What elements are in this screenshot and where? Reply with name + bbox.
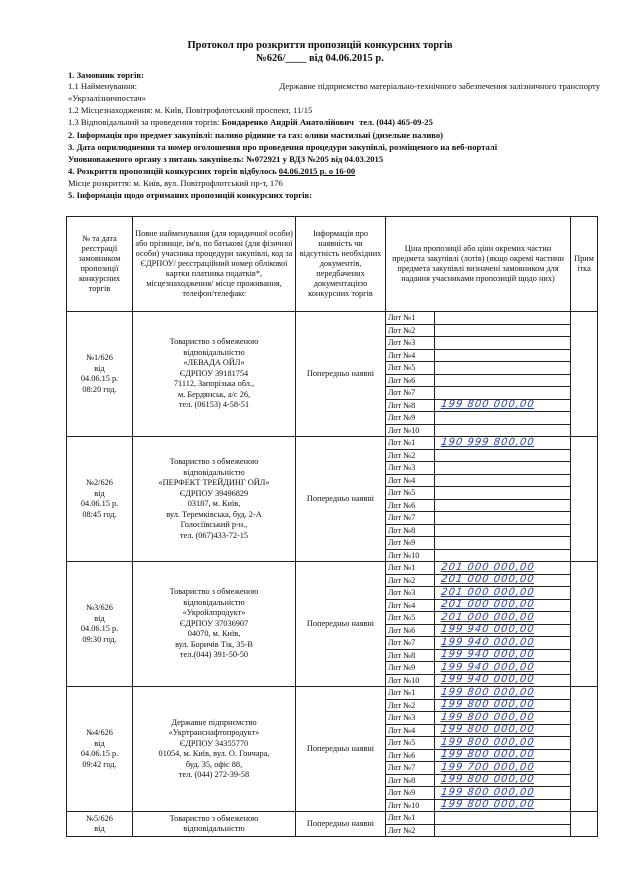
document-title: Протокол про розкриття пропозицій конкурсних торгів xyxy=(187,40,453,51)
lot-label: Лот №7 xyxy=(386,637,435,650)
lot-label: Лот №9 xyxy=(386,537,435,550)
registration-cell xyxy=(67,562,133,687)
handwritten-price: 199 800 000,00 xyxy=(440,749,536,761)
lot-price-cell xyxy=(435,762,571,775)
lot-price-cell xyxy=(435,524,571,537)
lot-price-cell xyxy=(435,474,571,487)
lot-label: Лот №10 xyxy=(386,424,435,437)
section2: 2. Інформація про предмет закупівлі: паливо рідинне та газ: оливи мастильні (дизельне паливо) xyxy=(68,130,444,140)
handwritten-price: 199 940 000,00 xyxy=(440,624,536,636)
bids-table xyxy=(66,216,598,837)
participant-line: вул. Теремківська, буд. 2-А xyxy=(166,509,262,519)
registration-cell xyxy=(67,437,133,562)
handwritten-price: 199 800 000,00 xyxy=(440,786,536,798)
handwritten-price: 199 800 000,00 xyxy=(440,711,536,723)
participant-cell xyxy=(133,687,296,812)
lot-label: Лот №4 xyxy=(386,599,435,612)
participant-line: 04070, м. Київ, xyxy=(187,629,241,639)
lot-label: Лот №8 xyxy=(386,649,435,662)
lot-price-cell xyxy=(435,599,571,612)
lot-price-cell xyxy=(435,674,571,687)
handwritten-price: 199 800 000,00 xyxy=(440,799,536,811)
registration-line: 08:45 год. xyxy=(82,509,117,519)
note-cell xyxy=(571,562,598,687)
lot-label: Лот №9 xyxy=(386,787,435,800)
note-cell xyxy=(571,812,598,837)
handwritten-price: 201 000 000,00 xyxy=(440,586,536,598)
opening-place: Місце розкриття: м. Київ, вул. Повітрофлотський пр-т, 176 xyxy=(68,178,283,188)
documents-cell: Попередньо наявні xyxy=(296,812,386,837)
participant-line: «ЛЕВАДА ОЙЛ» xyxy=(183,358,245,368)
lot-label: Лот №4 xyxy=(386,349,435,362)
lot-price-cell xyxy=(435,424,571,437)
registration-line: 04.06.15 р. xyxy=(80,499,119,508)
lot-label: Лот №7 xyxy=(386,762,435,775)
registration-line: від xyxy=(94,824,105,833)
participant-line: Товариство з обмеженою xyxy=(169,587,259,597)
lot-label: Лот №9 xyxy=(386,412,435,425)
lot-label: Лот №1 xyxy=(386,437,435,450)
handwritten-price: 199 800 000,00 xyxy=(440,686,536,698)
lot-label: Лот №2 xyxy=(386,449,435,462)
participant-line: відповідальністю xyxy=(183,824,245,833)
lot-label: Лот №2 xyxy=(386,824,435,837)
lot-price-cell xyxy=(435,462,571,475)
lot-price-cell xyxy=(435,537,571,550)
participant-line: ЄДРПОУ 34355770 xyxy=(179,738,249,748)
lot-price-cell xyxy=(435,774,571,787)
registration-line: від xyxy=(94,613,105,623)
lot-label: Лот №3 xyxy=(386,462,435,475)
registration-line: №3/626 xyxy=(86,603,113,612)
documents-cell: Попередньо наявні xyxy=(296,562,386,687)
name-value: Державне підприємство матеріально-технічного забезпечення залізничного транспорту xyxy=(279,81,600,91)
handwritten-price: 199 800 000,00 xyxy=(440,699,536,711)
handwritten-price: 199 940 000,00 xyxy=(440,674,536,686)
header-registration: № та дата реєстрації замовником пропозиції конкурсних торгів xyxy=(67,217,133,312)
documents-cell: Попередньо наявні xyxy=(296,437,386,562)
registration-line: №2/626 xyxy=(86,478,113,487)
lot-price-cell xyxy=(435,587,571,600)
participant-cell xyxy=(133,812,296,837)
lot-price-cell xyxy=(435,699,571,712)
name-value-cont: «Укрзалізничпостач» xyxy=(68,93,146,103)
handwritten-price: 199 800 000,00 xyxy=(440,774,536,786)
lot-label: Лот №6 xyxy=(386,624,435,637)
lot-price-cell xyxy=(435,637,571,650)
lot-label: Лот №3 xyxy=(386,337,435,350)
lot-price-cell xyxy=(435,574,571,587)
lot-price-cell xyxy=(435,449,571,462)
participant-line: буд. 35, офіс 88, xyxy=(185,759,243,769)
lot-label: Лот №3 xyxy=(386,712,435,725)
participant-line: відповідальністю xyxy=(183,347,245,357)
handwritten-price: 199 800 000,00 xyxy=(440,399,536,411)
handwritten-price: 199 940 000,00 xyxy=(440,636,536,648)
handwritten-price: 199 700 000,00 xyxy=(440,761,536,773)
lot-price-cell xyxy=(435,437,571,450)
lot-label: Лот №10 xyxy=(386,799,435,812)
participant-line: Державне підприємство xyxy=(171,717,257,727)
lot-label: Лот №5 xyxy=(386,487,435,500)
registration-cell xyxy=(67,812,133,837)
lot-label: Лот №1 xyxy=(386,562,435,575)
handwritten-price: 201 000 000,00 xyxy=(440,611,536,623)
lot-label: Лот №10 xyxy=(386,674,435,687)
lot-price-cell xyxy=(435,562,571,575)
participant-line: 71112, Запорізька обл., xyxy=(173,379,255,389)
participant-line: вул. Боричів Тік, 35-В xyxy=(175,639,253,649)
section3-line1: 3. Дата оприлюднення та номер оголошення про проведення процедури закупівлі, розміщеного на веб-порталі xyxy=(68,142,498,152)
registration-cell xyxy=(67,687,133,812)
registration-line: 09:30 год. xyxy=(82,634,117,644)
participant-line: «Укройлпродукт» xyxy=(182,608,246,618)
section4-value: 04.06.2015 р. о 16-00 xyxy=(278,166,356,176)
participant-line: тел. (06153) 4-58-51 xyxy=(178,400,250,410)
participant-cell xyxy=(133,312,296,437)
lot-price-cell xyxy=(435,799,571,812)
section4-line xyxy=(68,166,600,177)
lot-label: Лот №8 xyxy=(386,399,435,412)
lot-label: Лот №3 xyxy=(386,587,435,600)
note-cell xyxy=(571,312,598,437)
participant-line: Товариство з обмеженою xyxy=(169,337,259,347)
bids-table-body xyxy=(67,312,598,837)
participant-line: тел. (067)433-72-15 xyxy=(179,530,249,540)
registration-line: 04.06.15 р. xyxy=(80,624,119,633)
registration-line: 09:42 год. xyxy=(82,759,117,769)
section3-line2: Уповноваженого органу з питань закупівель: №072921 у ВДЗ №205 від 04.03.2015 xyxy=(68,154,384,164)
registration-line: №5/626 xyxy=(86,813,113,823)
lot-label: Лот №1 xyxy=(386,312,435,325)
participant-cell xyxy=(133,437,296,562)
participant-line: Товариство з обмеженою xyxy=(169,457,259,466)
table-row xyxy=(67,812,598,825)
participant-line: ЄДРПОУ 39496829 xyxy=(179,488,249,498)
lot-price-cell xyxy=(435,712,571,725)
participant-line: 03187, м. Київ, xyxy=(187,499,241,508)
responsible-line xyxy=(68,117,600,128)
note-cell xyxy=(571,687,598,812)
lot-label: Лот №6 xyxy=(386,374,435,387)
lot-price-cell xyxy=(435,512,571,525)
lot-price-cell xyxy=(435,349,571,362)
registration-line: 04.06.15 р. xyxy=(80,374,119,383)
lot-price-cell xyxy=(435,487,571,500)
registration-line: 08:20 год. xyxy=(82,384,117,394)
lot-price-cell xyxy=(435,312,571,325)
lot-label: Лот №5 xyxy=(386,737,435,750)
lot-label: Лот №6 xyxy=(386,499,435,512)
lot-price-cell xyxy=(435,387,571,400)
lot-price-cell xyxy=(435,687,571,700)
participant-line: 01054, м. Київ, вул. О. Гончара, xyxy=(158,749,270,758)
registration-line: №4/626 xyxy=(86,728,113,737)
responsible-value: Бондаренко Андрій Анатолійович xyxy=(221,117,355,127)
participant-line: відповідальністю xyxy=(183,597,245,607)
registration-line: 04.06.15 р. xyxy=(80,749,119,758)
lot-label: Лот №2 xyxy=(386,574,435,587)
lot-label: Лот №2 xyxy=(386,699,435,712)
lot-label: Лот №9 xyxy=(386,662,435,675)
registration-line: №1/626 xyxy=(86,353,113,362)
lot-price-cell xyxy=(435,624,571,637)
lot-price-cell xyxy=(435,649,571,662)
lot-label: Лот №8 xyxy=(386,774,435,787)
lot-price-cell xyxy=(435,412,571,425)
participant-cell xyxy=(133,562,296,687)
lot-price-cell xyxy=(435,749,571,762)
lot-price-cell xyxy=(435,737,571,750)
participant-line: тел. (044) 272-39-58 xyxy=(178,770,250,779)
handwritten-price: 199 940 000,00 xyxy=(440,649,536,661)
lot-label: Лот №7 xyxy=(386,512,435,525)
handwritten-price: 199 940 000,00 xyxy=(440,661,536,673)
lot-label: Лот №8 xyxy=(386,524,435,537)
lot-price-cell xyxy=(435,324,571,337)
section4-label: 4. Розкриття пропозицій конкурсних торгів відбулось xyxy=(68,166,277,176)
name-label: 1.1 Найменування: xyxy=(68,81,137,91)
section1-name-line xyxy=(68,81,600,92)
participant-line: відповідальністю xyxy=(183,467,245,477)
lot-label: Лот №7 xyxy=(386,387,435,400)
lot-price-cell xyxy=(435,374,571,387)
lot-price-cell xyxy=(435,549,571,562)
participant-line: ЄДРПОУ 39181754 xyxy=(179,368,249,378)
registration-line: від xyxy=(94,363,105,373)
lot-price-cell xyxy=(435,399,571,412)
header-note: Примітка xyxy=(571,217,598,312)
lot-price-cell xyxy=(435,362,571,375)
table-row xyxy=(67,562,598,575)
lot-price-cell xyxy=(435,662,571,675)
participant-line: Голосіївський р-н., xyxy=(180,520,248,529)
lot-price-cell xyxy=(435,612,571,625)
lot-price-cell xyxy=(435,499,571,512)
header-documents: Інформація про наявність чи відсутність необхідних документів, передбачених документацією конкурсних торгів xyxy=(296,217,386,312)
participant-line: «ПЕРФЕКТ ТРЕЙДИНГ ОЙЛ» xyxy=(158,478,270,487)
section5-heading: 5. Інформація щодо отриманих пропозицій конкурсних торгів: xyxy=(68,190,313,200)
registration-line: від xyxy=(94,488,105,498)
lot-label: Лот №4 xyxy=(386,724,435,737)
lot-label: Лот №1 xyxy=(386,687,435,700)
lot-price-cell xyxy=(435,812,571,825)
registration-line: від xyxy=(94,738,105,748)
handwritten-price: 190 999 800,00 xyxy=(440,436,536,448)
lot-label: Лот №10 xyxy=(386,549,435,562)
header-participant: Повне найменування (для юридичної особи) або прізвище, ім'я, по батькові (для фізичної особи) учасника процедури закупівлі, код за ЄДРПОУ/ реєстраційний номер облікової картки платника податків*, місцезнаходження/ місце проживання, телефон/телефакс xyxy=(133,217,296,312)
handwritten-price: 201 000 000,00 xyxy=(440,574,536,586)
lot-label: Лот №1 xyxy=(386,812,435,825)
participant-line: тел.(044) 391-50-50 xyxy=(179,650,249,660)
documents-cell: Попередньо наявні xyxy=(296,687,386,812)
note-cell xyxy=(571,437,598,562)
header-price: Ціна пропозиції або ціни окремих частин предмета закупівлі (лотів) (якщо окремі частини предмета закупівлі визначені замовником для надання учасниками пропозицій щодо них) xyxy=(386,217,571,312)
lot-price-cell xyxy=(435,824,571,837)
lot-label: Лот №5 xyxy=(386,612,435,625)
location: 1.2 Місцезнаходження: м. Київ, Повітрофлотський проспект, 11/15 xyxy=(68,105,313,115)
lot-label: Лот №4 xyxy=(386,474,435,487)
responsible-label: 1.3 Відповідальний за проведення торгів: xyxy=(68,117,220,127)
table-row xyxy=(67,312,598,325)
handwritten-price: 199 800 000,00 xyxy=(440,724,536,736)
participant-line: Товариство з обмеженою xyxy=(169,813,259,823)
lot-price-cell xyxy=(435,724,571,737)
participant-line: ЄДРПОУ 37036907 xyxy=(179,618,249,628)
lot-price-cell xyxy=(435,787,571,800)
lot-label: Лот №5 xyxy=(386,362,435,375)
participant-line: м. Бердянськ, а/с 26, xyxy=(177,389,251,399)
lot-price-cell xyxy=(435,337,571,350)
table-row xyxy=(67,687,598,700)
handwritten-price: 199 800 000,00 xyxy=(440,736,536,748)
responsible-tel: тел. (044) 465-09-25 xyxy=(359,117,433,127)
lot-label: Лот №2 xyxy=(386,324,435,337)
handwritten-price: 201 000 000,00 xyxy=(440,599,536,611)
documents-cell: Попередньо наявні xyxy=(296,312,386,437)
registration-cell xyxy=(67,312,133,437)
table-row xyxy=(67,437,598,450)
participant-line: «Укртранснафтопродукт» xyxy=(168,728,260,737)
document-number: №626/____ від 04.06.2015 р. xyxy=(256,53,384,64)
lot-label: Лот №6 xyxy=(386,749,435,762)
section1-heading: 1. Замовник торгів: xyxy=(68,70,144,80)
handwritten-price: 201 000 000,00 xyxy=(440,561,536,573)
